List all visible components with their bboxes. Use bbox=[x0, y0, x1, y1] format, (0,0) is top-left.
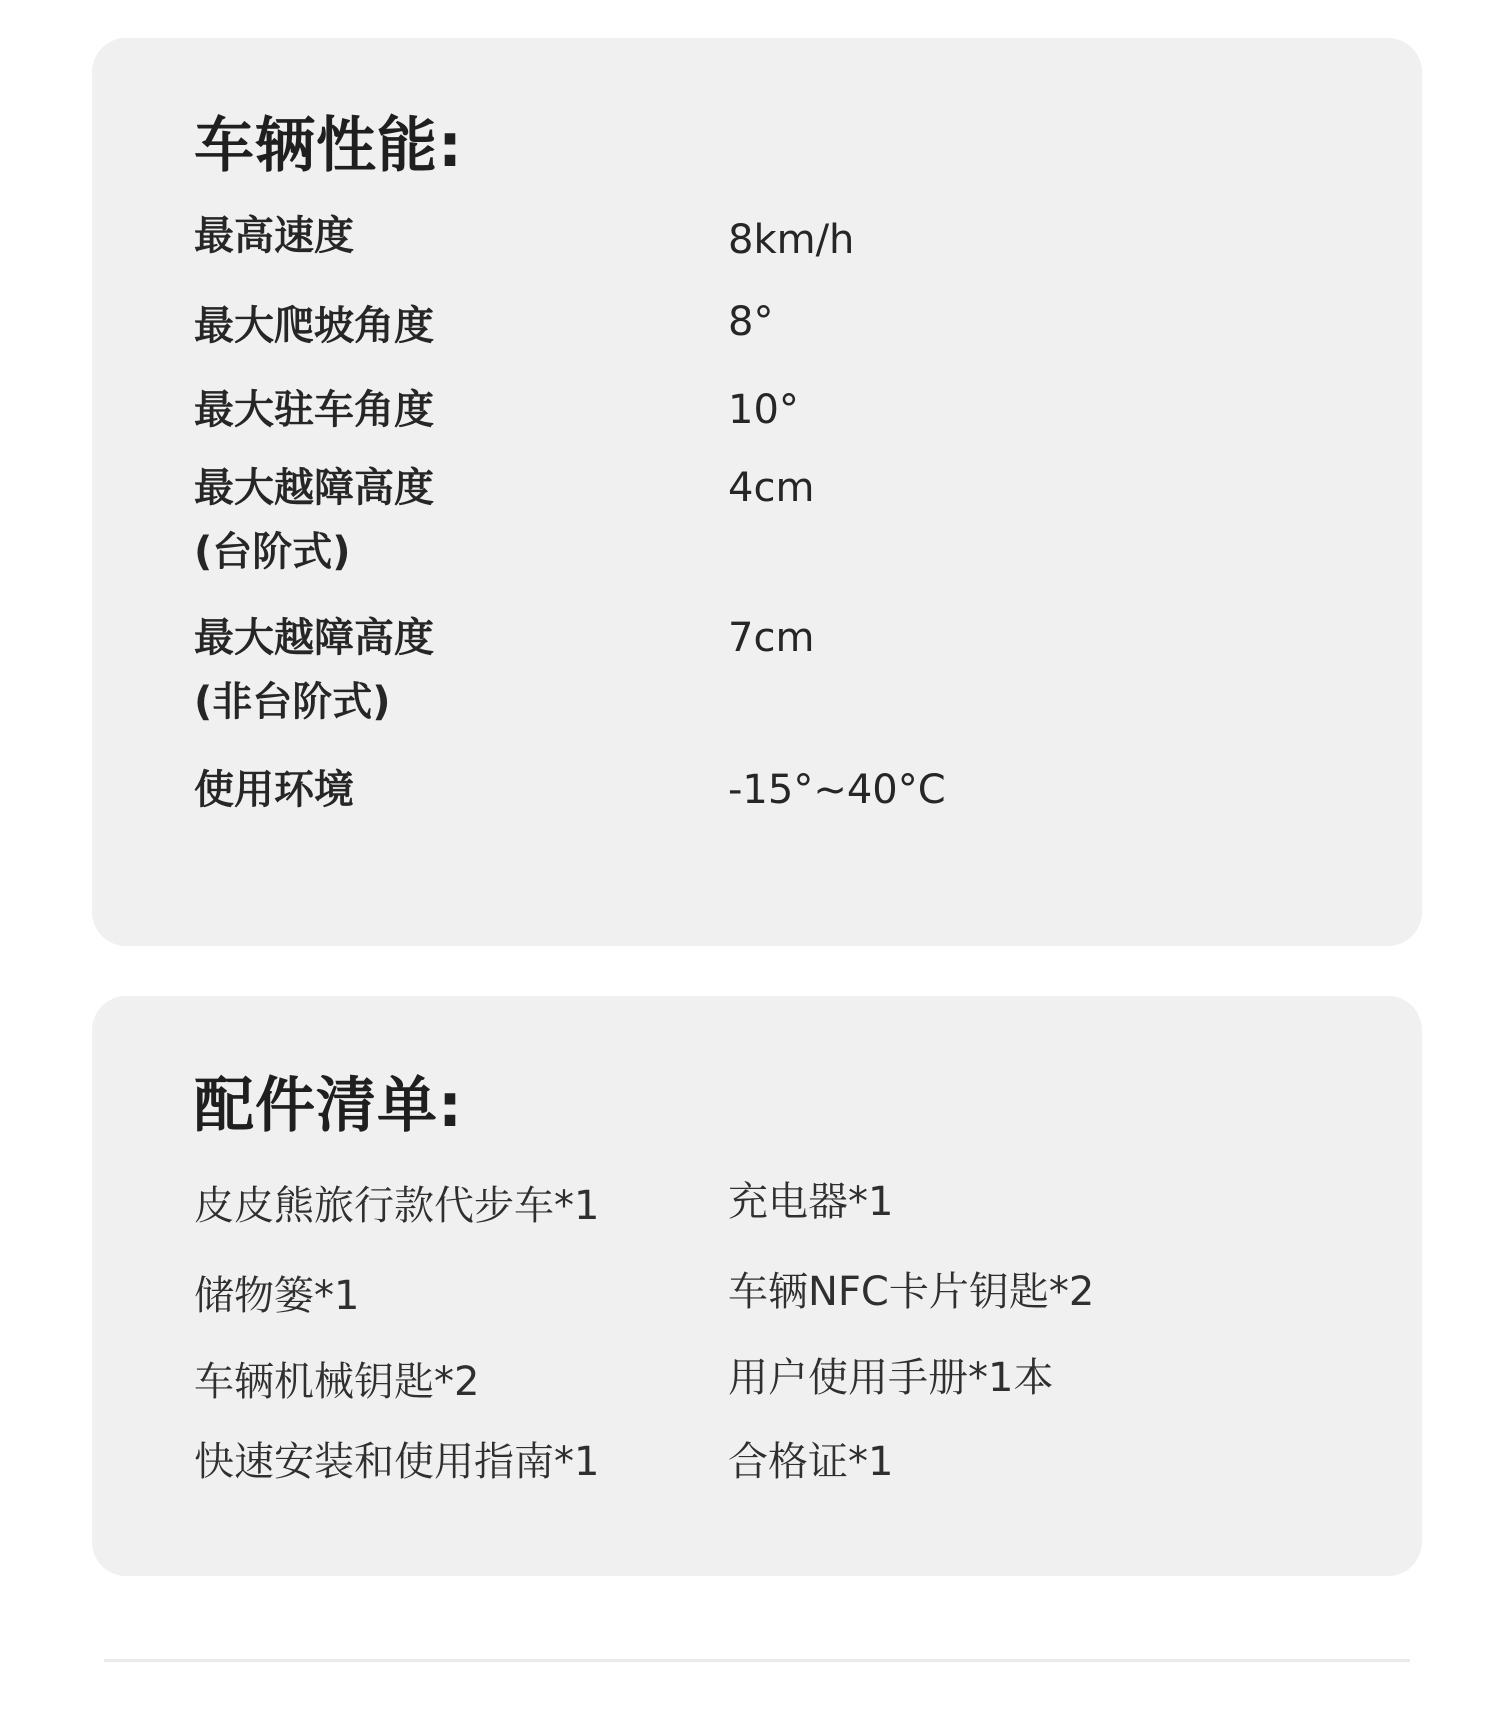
spec-label-max-climb-angle: 最大爬坡角度 bbox=[194, 303, 434, 349]
accessory-item: 用户使用手册*1本 bbox=[728, 1355, 1054, 1401]
spec-value-max-obstacle-step: 4cm bbox=[728, 465, 815, 511]
accessories-card bbox=[92, 996, 1422, 1576]
spec-value-max-parking-angle: 10° bbox=[728, 387, 799, 433]
accessory-item: 储物篓*1 bbox=[194, 1273, 360, 1319]
accessory-item: 皮皮熊旅行款代步车*1 bbox=[194, 1183, 600, 1229]
spec-label-max-speed: 最高速度 bbox=[194, 213, 354, 259]
accessory-item: 车辆机械钥匙*2 bbox=[194, 1359, 480, 1405]
accessory-item: 快速安装和使用指南*1 bbox=[194, 1439, 600, 1485]
spec-label-max-obstacle-step bbox=[194, 456, 434, 584]
spec-value-max-climb-angle: 8° bbox=[728, 299, 774, 345]
spec-label-max-obstacle-nonstep bbox=[194, 606, 434, 734]
spec-label-operating-environment: 使用环境 bbox=[194, 767, 354, 813]
vehicle-performance-card bbox=[92, 38, 1422, 946]
spec-label-line: 最大越障高度 bbox=[194, 465, 434, 511]
spec-label-sub: (台阶式) bbox=[194, 529, 351, 575]
spec-value-max-speed: 8km/h bbox=[728, 217, 855, 263]
vehicle-performance-title: 车辆性能: bbox=[194, 111, 463, 181]
spec-value-operating-environment: -15°~40°C bbox=[728, 767, 946, 813]
accessory-item: 充电器*1 bbox=[728, 1179, 894, 1225]
spec-label-line: 最大越障高度 bbox=[194, 615, 434, 661]
spec-label-max-parking-angle: 最大驻车角度 bbox=[194, 387, 434, 433]
spec-label-sub: (非台阶式) bbox=[194, 679, 391, 725]
accessories-title: 配件清单: bbox=[194, 1071, 463, 1141]
accessory-item: 合格证*1 bbox=[728, 1439, 894, 1485]
spec-value-max-obstacle-nonstep: 7cm bbox=[728, 615, 815, 661]
bottom-divider bbox=[104, 1659, 1410, 1662]
accessory-item: 车辆NFC卡片钥匙*2 bbox=[728, 1269, 1095, 1315]
